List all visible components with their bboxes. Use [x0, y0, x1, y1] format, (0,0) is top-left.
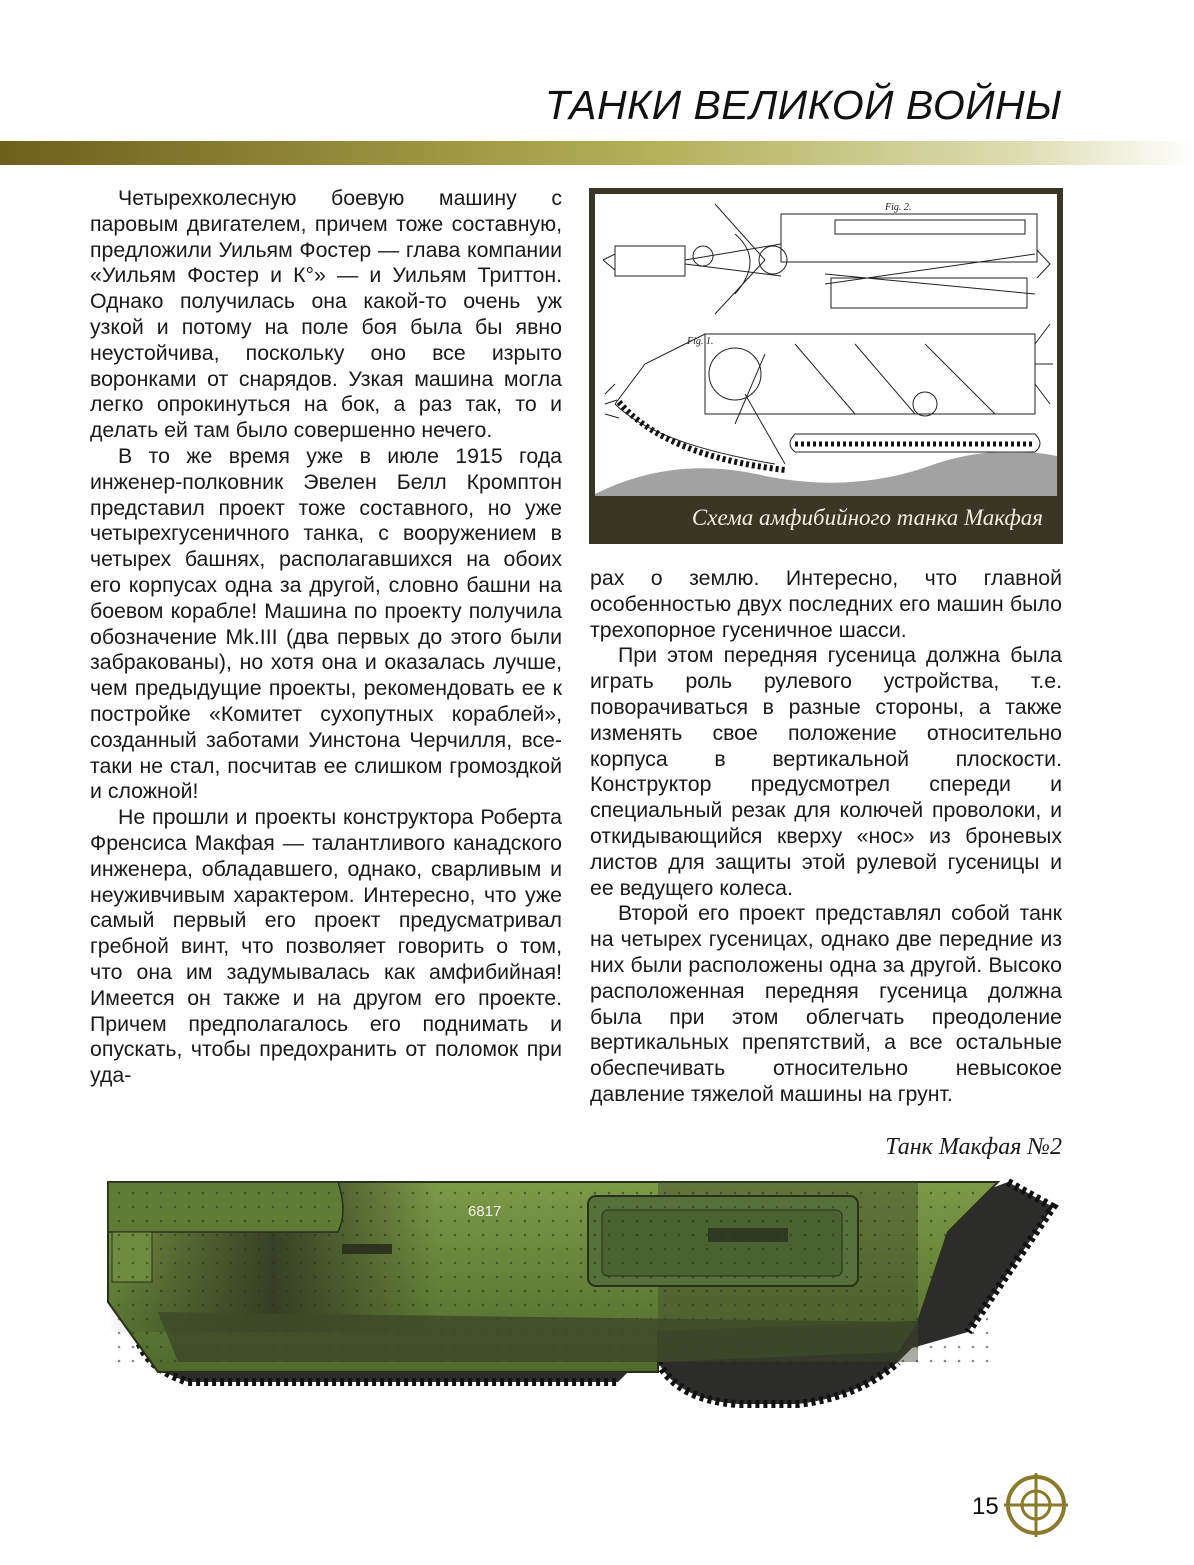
fig1-label: Fig. 1.	[687, 336, 714, 347]
patent-drawing	[595, 194, 1057, 496]
tank-caption: Танк Макфая №2	[885, 1134, 1062, 1160]
patent-drawing-svg	[595, 194, 1057, 496]
right-column	[590, 566, 1062, 1108]
figure-amphibious-tank-schematic	[589, 188, 1063, 544]
left-column	[90, 186, 562, 1089]
page-title: ТАНКИ ВЕЛИКОЙ ВОЙНЫ	[544, 82, 1062, 128]
header-gradient-bar	[0, 141, 1194, 165]
paragraph-continuation: рах о землю. Интересно, что главной особенностью двух последних его машин было трехопорное гусеничное шасси.	[590, 566, 1062, 642]
figure-caption: Схема амфибийного танка Макфая	[691, 505, 1043, 530]
hull-number: 6817	[468, 1203, 502, 1220]
paragraph: Четырехколесную боевую машину с паровым двигателем, причем тоже составную, предложили Уильям Фостер — глава компании «Уильям Фостер и К°» — и Уильям Триттон. Однако получилась она какой-то очень уж узкой и потому на поле боя была бы явно неустойчива, поскольку оно все изрыто воронками от снарядов. Узкая машина могла легко опрокинуться на бок, а раз так, то и делать ей там было совершенно нечего.	[90, 186, 562, 443]
paragraph: Второй его проект представлял собой танк на четырех гусеницах, однако две передние из них были расположены одна за другой. Высоко расположенная передняя гусеница должна была при этом облегчать преодоление вертикальных препятствий, а все остальные обеспечивать относительно невысокое давление тяжелой машины на грунт.	[590, 901, 1062, 1106]
tank-illustration-svg	[98, 1172, 1066, 1422]
paragraph: В то же время уже в июле 1915 года инженер-полковник Эвелен Белл Кромптон представил проект тоже составного, но уже четырехгусеничного танка, с вооружением в четырех башнях, располагавшихся на обоих его корпусах одна за другой, словно башни на боевом корабле! Машина по проекту получила обозначение Mk.III (два первых до этого были забракованы), но хотя она и оказалась лучше, чем предыдущие проекты, рекомендовать ее к постройке «Комитет сухопутных кораблей», созданный заботами Уинстона Черчилля, все-таки не стал, посчитав ее слишком громоздкой и сложной!	[90, 443, 562, 804]
paragraph: Не прошли и проекты конструктора Роберта Френсиса Макфая — талантливого канадского инженера, обладавшего, однако, сварливым и неуживчивым характером. Интересно, что уже самый первый его проект предусматривал гребной винт, что позволяет говорить о том, что она им задумывалась как амфибийная! Имеется он также и на другом его проекте. Причем предполагалось его поднимать и опускать, чтобы предохранить от поломок при уда-	[90, 805, 562, 1088]
crosshair-icon	[1004, 1473, 1068, 1537]
fig2-label: Fig. 2.	[885, 202, 912, 213]
page-number: 15	[972, 1493, 999, 1520]
tank-illustration	[98, 1172, 1066, 1422]
paragraph: При этом передняя гусеница должна была играть роль рулевого устройства, т.е. поворачиваться в разные стороны, а также изменять свое положение относительно корпуса в вертикальной плоскости. Конструктор предусмотрел спереди и специальный резак для колючей проволоки, и откидывающийся кверху «нос» из броневых листов для защиты этой рулевой гусеницы и ее ведущего колеса.	[590, 643, 1062, 900]
